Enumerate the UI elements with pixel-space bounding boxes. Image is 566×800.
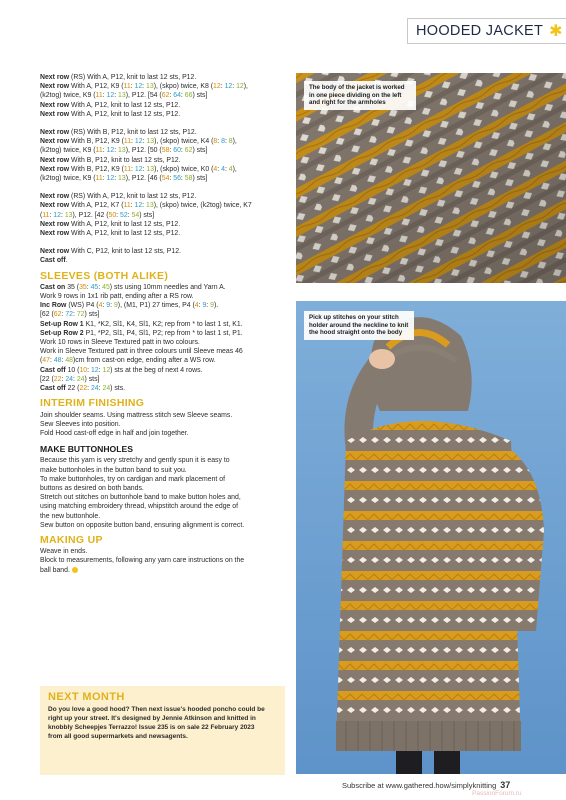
text-run: : [102,92,107,100]
text-run: . [65,257,68,265]
text-run: ( [40,357,43,365]
text-run: Work 9 rows in 1x1 rib patt, ending after a RS row. [40,293,194,301]
text-run: P1, *P2, Sl1, P4, Sl1, P2; rep from * to last 1 st, P1. [83,329,243,337]
text-run: With A, P12, K9 ( [69,83,124,91]
text-run: With A, P12, knit to last 12 sts, P12. [69,101,181,109]
text-run: (k2tog) twice, K9 ( [40,175,96,183]
text-line [40,146,286,155]
pattern-block-3 [40,192,286,238]
text-line [40,156,286,165]
text-run: Cast off [40,257,66,265]
text-run: Next row [40,156,70,164]
text-run: buttons as desired on both bands. [40,484,144,492]
text-line [40,283,286,292]
page-header [407,18,566,44]
text-run: Because this yarn is very stretchy and gently spun it is easy to [40,457,230,465]
text-run: 4 [213,165,218,173]
pattern-block-2 [40,128,286,183]
text-run: 12 [106,147,115,155]
text-run: 11 [123,165,132,173]
text-run: 62 [161,92,170,100]
text-run: 13 [146,165,155,173]
text-run: 8 [228,138,233,146]
text-run: 12 [213,83,221,91]
text-run: 4 [221,165,225,173]
text-run: (RS) With B, P12, knit to last 12 sts, P12. [69,129,197,137]
text-run: : [220,83,225,91]
text-run: : [114,92,119,100]
photo2-caption: Pick up stitches on your stitch holder around the neckline to knit the hood straight onto the body [304,311,414,340]
text-run: 8 [221,138,225,146]
next-month-line: Do you love a good hood? Then next issue's hooded poncho could be [48,706,265,713]
text-run: Sew Sleeves into position. [40,420,121,428]
text-run: Next row [40,230,70,238]
text-line [40,110,286,119]
text-run: ) sts] [192,175,208,183]
text-line [40,329,286,338]
text-run: : [102,147,107,155]
text-run: 11 [95,175,103,183]
text-run: (k2tog) twice, K9 ( [40,92,96,100]
text-run: Next row [40,202,70,210]
star-icon: ✱ [549,23,563,40]
text-line [40,73,286,82]
text-line [40,512,286,521]
text-run: 13 [118,147,126,155]
text-run: : [127,211,132,219]
text-run: Join shoulder seams. Using mattress stitch sew Sleeve seams. [40,411,233,419]
text-run: ) sts] [192,147,208,155]
text-run: 52 [120,211,128,219]
text-line [40,347,286,356]
text-run: K1, *K2, Sl1, K4, Sl1, K2; rep from * to last 1 st, K1. [83,320,243,328]
text-run: 58 [184,175,193,183]
text-run: : [61,375,66,383]
text-run: 12 [224,83,233,91]
text-run: 24 [76,375,85,383]
text-run: 11 [42,211,50,219]
text-line [40,484,286,493]
watermark: PassionForum.ru [472,790,522,797]
text-run: Next row [40,74,70,81]
text-run: 64 [173,92,181,100]
buttonholes-text [40,456,286,530]
text-line [40,547,286,556]
text-run: the new buttonhole. [40,512,101,520]
text-line [40,229,286,238]
text-run: : [86,283,91,291]
text-line [40,320,286,329]
text-run: : [116,211,121,219]
text-run: With A, P12, knit to last 12 sts, P12. [69,230,181,238]
text-line [40,310,286,319]
text-run: ), [232,165,237,173]
text-run: : [206,302,211,310]
text-run: 35 ( [65,283,80,291]
text-run: 60 [173,147,181,155]
text-run: Next row [40,110,70,118]
text-line [40,521,286,530]
text-run: : [142,138,147,146]
pattern-column [40,73,286,575]
text-run: 50 [108,211,117,219]
text-run: With A, P12, knit to last 12 sts, P12. [69,220,181,228]
text-run: 9 [202,302,207,310]
text-run: 11 [95,147,103,155]
text-run: : [224,138,229,146]
text-line [40,356,286,365]
text-run: With B, P12, K9 ( [69,165,124,173]
text-line [40,429,286,438]
text-run: : [61,311,66,319]
page-number: 37 [500,780,511,790]
text-run: ), P12. [50 ( [125,147,162,155]
text-run: ), [232,138,237,146]
text-run: : [49,211,54,219]
text-run: (RS) With A, P12, knit to last 12 sts, P12. [69,193,197,201]
text-line [40,375,286,384]
jacket-photo [296,301,566,774]
text-run: ), P12. [42 ( [72,211,109,219]
text-run: ) sts using 10mm needles and Yarn A. [109,283,226,291]
text-run: make buttonholes in the button band to suit you. [40,466,187,474]
text-run: : [169,147,174,155]
next-month-line: knobbly Scheepjes Terrazzo! Issue 235 is on sale 22 February 2023 [48,724,255,731]
text-line [40,338,286,347]
text-run: 12 [134,202,143,210]
makingup-text [40,547,286,575]
text-run: 4 [228,165,233,173]
text-run: : [102,302,107,310]
text-line [40,165,286,174]
text-run: : [102,175,107,183]
text-run: : [72,375,77,383]
text-run: ), P12. [46 ( [125,175,162,183]
text-line [40,192,286,201]
text-run: Work 10 rows in Sleeve Textured patt in two colours. [40,339,200,347]
text-run: : [180,175,185,183]
text-run: ), (skpo) twice, K0 ( [154,165,214,173]
text-run: Weave in ends. [40,548,88,556]
text-run: ). [213,302,219,310]
text-run: : [217,138,222,146]
interim-text [40,411,286,439]
text-line [40,556,286,565]
text-run: Stretch out stitches on buttonhole band to make button holes and, [40,494,241,502]
text-run: 10 [79,366,88,374]
photo1-caption: The body of the jacket is worked in one piece dividing on the left and right for the armholes [304,81,416,110]
text-line [40,475,286,484]
text-run: : [114,175,119,183]
text-run: Work in Sleeve Textured patt in three colours until Sleeve meas 46 [40,348,243,356]
text-run: ), P12. [54 ( [125,92,162,100]
text-run: : [217,165,222,173]
text-run: ball band. [40,566,70,574]
text-run: : [87,385,91,393]
subscribe-link[interactable]: Subscribe at www.gathered.how/simplyknitting [342,781,497,790]
text-run: : [169,175,174,183]
text-line [40,366,286,375]
text-run: : [131,165,135,173]
makingup-heading: MAKING UP [40,533,103,546]
text-run: using matching embroidery thread, whipstitch around the edge of [40,503,239,511]
text-run: 48 [53,357,62,365]
text-line [40,174,286,183]
text-run: Next row [40,193,70,201]
text-run: 72 [76,311,85,319]
text-run: 13 [64,211,73,219]
text-run: With A, P12, K7 ( [69,202,124,210]
text-run: 12 [134,165,143,173]
text-line [40,201,286,210]
text-line [40,101,286,110]
text-run: : [61,357,66,365]
text-run: : [180,92,185,100]
text-run: 24 [102,385,111,393]
text-run: 47 [42,357,50,365]
text-line [40,466,286,475]
text-run: : [87,366,91,374]
text-line [40,256,286,265]
text-run: 62 [184,147,193,155]
page-title: HOODED JACKET [416,23,544,39]
text-run: : [142,83,147,91]
text-run: : [72,311,77,319]
next-month-line: right up your street. It's designed by Jennie Atkinson and knitted in [48,715,256,722]
text-run: : [180,147,185,155]
text-run: (RS) With A, P12, knit to last 12 sts, P12. [69,74,197,81]
text-run: : [169,92,174,100]
text-run: : [49,357,54,365]
text-line [40,220,286,229]
text-run: 12 [102,366,111,374]
text-line [40,292,286,301]
text-run: 72 [65,311,73,319]
text-run: : [131,138,135,146]
text-line [40,384,286,393]
text-run: 12 [134,138,143,146]
text-line [40,420,286,429]
text-run: 4 [98,302,103,310]
text-run: ), (skpo) twice, K4 ( [154,138,214,146]
text-run: With B, P12, knit to last 12 sts, P12. [69,156,181,164]
text-run: : [198,302,203,310]
text-run: ) sts] [192,92,208,100]
text-run: 9 [113,302,118,310]
text-run: 54 [161,175,170,183]
text-run: : [142,165,147,173]
text-run: (k2tog) twice, K9 ( [40,147,96,155]
text-run: 13 [146,83,154,91]
text-line [40,566,286,575]
text-run: 9 [210,302,214,310]
text-run: : [130,202,135,210]
text-run: 24 [65,375,73,383]
text-run: 22 ( [65,385,80,393]
text-run: 62 [53,311,62,319]
text-run: 22 [53,375,62,383]
text-run: 12 [134,83,143,91]
text-run: 45 [102,283,110,291]
text-run: [62 ( [40,311,54,319]
text-run: Cast off [40,385,66,393]
text-run: 11 [123,83,131,91]
text-run: 58 [161,147,170,155]
text-run: : [98,366,103,374]
text-run: Next row [40,138,70,146]
next-month-line: from all good supermarkets and newsagents. [48,733,188,740]
next-month-title: NEXT MONTH [48,691,125,703]
text-run: ), (M1, P1) 27 times, P4 ( [117,302,195,310]
text-line [40,502,286,511]
text-run: Cast off [40,366,66,374]
text-run: Next row [40,248,70,256]
text-run: : [60,211,65,219]
text-run: With A, P12, knit to last 12 sts, P12. [69,110,181,118]
text-run: To make buttonholes, try on cardigan and mark placement of [40,475,225,483]
text-run: 12 [106,175,115,183]
text-line [40,247,286,256]
text-line [40,137,286,146]
text-line [40,128,286,137]
knit-fabric-photo [296,73,566,283]
text-run: 24 [90,385,99,393]
text-run: 8 [213,138,218,146]
text-line [40,456,286,465]
text-run: 10 ( [65,366,80,374]
sleeves-text [40,283,286,393]
text-run: 11 [123,138,132,146]
next-month-text [48,705,277,741]
text-run: 13 [146,138,155,146]
text-run: : [130,83,135,91]
text-run: Next row [40,165,70,173]
text-run: With C, P12, knit to last 12 sts, P12. [69,248,181,256]
text-run: 12 [90,366,99,374]
text-run: 11 [123,202,131,210]
hooded-jacket-image [296,301,566,774]
text-run: ) sts] [139,211,155,219]
text-run: ), (skpo) twice, K8 ( [153,83,214,91]
text-run: 9 [106,302,111,310]
text-run: 56 [173,175,181,183]
text-run: Next row [40,129,70,137]
pattern-block-4 [40,247,286,265]
text-run: 48 [65,357,73,365]
text-run: ( [40,211,43,219]
text-run: Inc Row [40,302,67,310]
text-run: ) sts at the beg of next 4 rows. [110,366,203,374]
interim-heading: INTERIM FINISHING [40,397,145,410]
text-line [40,82,286,91]
text-run: Fold Hood cast-off edge in half and join together. [40,429,189,437]
text-run: : [110,302,114,310]
text-run: : [98,283,103,291]
pattern-block-1 [40,73,286,119]
text-run: : [114,147,119,155]
text-run: 66 [184,92,193,100]
text-line [40,211,286,220]
text-run: 13 [146,202,154,210]
text-run: 12 [53,211,61,219]
text-run: ), (skpo) twice, (k2tog) twice, K7 [153,202,252,210]
text-run: Sew button on opposite button band, ensuring alignment is correct. [40,521,245,529]
text-run: 45 [90,283,99,291]
text-run: 12 [236,83,244,91]
text-run: [22 ( [40,375,54,383]
text-line [40,411,286,420]
text-run: Set-up Row 2 [40,329,84,337]
text-run: With B, P12, K9 ( [69,138,124,146]
text-run: : [224,165,229,173]
next-month-box [40,686,285,775]
text-run: Block to measurements, following any yarn care instructions on the [40,557,245,565]
text-run: )cm from cast-on edge, ending after a WS row. [73,357,216,365]
text-run: 4 [194,302,199,310]
page-footer [342,780,510,790]
text-run: ), [243,83,248,91]
text-run: Next row [40,220,70,228]
text-run: 22 [79,385,88,393]
text-run: (WS) P4 ( [66,302,99,310]
text-run: ) sts] [84,375,100,383]
text-run: 35 [79,283,87,291]
text-line [40,301,286,310]
text-run: 54 [131,211,140,219]
text-line [40,91,286,100]
text-run: : [232,83,237,91]
text-run: 12 [106,92,115,100]
text-run: : [98,385,103,393]
text-run: Next row [40,83,70,91]
text-run: : [142,202,147,210]
sleeves-heading: SLEEVES (BOTH ALIKE) [40,269,169,282]
text-run: ) sts] [84,311,100,319]
text-run: ) sts. [110,385,126,393]
text-run: Set-up Row 1 [40,320,84,328]
text-line [40,493,286,502]
text-run: 11 [95,92,103,100]
text-run: 13 [118,175,126,183]
text-run: 13 [118,92,126,100]
end-dot-icon [72,567,78,573]
buttonholes-heading: MAKE BUTTONHOLES [40,444,133,455]
text-run: Next row [40,101,70,109]
text-run: Cast on [40,283,66,291]
